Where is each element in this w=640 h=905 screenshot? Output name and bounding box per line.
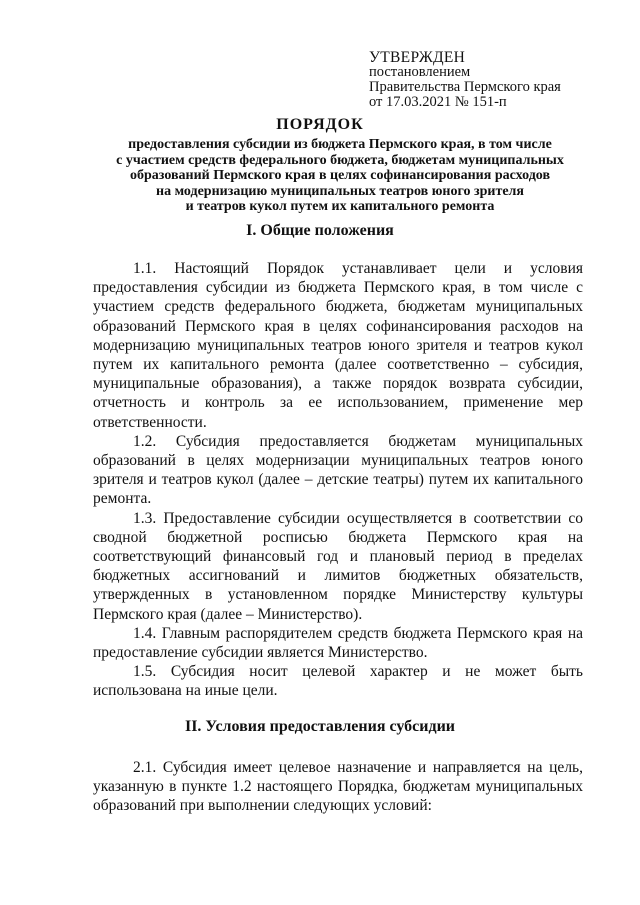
- subtitle-line-2: с участием средств федерального бюджета, бюджетам муниципальных: [116, 152, 564, 168]
- subtitle-line-1: предоставления субсидии из бюджета Пермского края, в том числе: [128, 137, 552, 152]
- approval-line-1: постановлением: [369, 64, 471, 80]
- paragraph-2-1: 2.1. Субсидия имеет целевое назначение и направляется на цель, указанную в пункте 1.2 настоящего Порядка, бюджетам муниципальных образований при выполнении следующих условий:: [93, 759, 583, 815]
- paragraph-1-2: 1.2. Субсидия предоставляется бюджетам муниципальных образований в целях модернизации муниципальных театров юного зрителя и театров кукол (далее – детские театры) путем их капитального ремонта.: [93, 432, 583, 508]
- subtitle-line-3: образований Пермского края в целях софинансирования расходов: [129, 168, 550, 183]
- section-2-heading: II. Условия предоставления субсидии: [184, 718, 456, 735]
- section-1-heading: I. Общие положения: [246, 222, 394, 239]
- document-title: ПОРЯДОК: [276, 116, 364, 133]
- subtitle-line-5: и театров кукол путем их капитального ремонта: [185, 199, 495, 214]
- paragraph-1-3: 1.3. Предоставление субсидии осуществляется в соответствии со сводной бюджетной росписью бюджета Пермского края на соответствующий финансовый год и плановый период в пределах бюджетных ассигнований и лимитов бюджетных обязательств, утвержденных в установленном порядке Министерству культуры Пермского края (далее – Министерство).: [93, 509, 583, 623]
- approval-title: УТВЕРЖДЕН: [369, 49, 466, 66]
- document-subtitle: [80, 137, 600, 215]
- section-2-body: [93, 758, 583, 816]
- paragraph-1-1: 1.1. Настоящий Порядок устанавливает цели и условия предоставления субсидии из бюджета Пермского края, в том числе с участием средств федерального бюджета, бюджетам муниципальных образований Пермского края в целях софинансирования расходов на модернизацию муниципальных театров юного зрителя и театров кукол путем их капитального ремонта (далее соответственно – субсидия, муниципальные образования), а также порядок возврата субсидии, отчетность и контроль за ее использованием, применение мер ответственности.: [93, 260, 583, 431]
- approval-line-3: от 17.03.2021 № 151-п: [369, 94, 507, 110]
- paragraph-1-4: 1.4. Главным распорядителем средств бюджета Пермского края на предоставление субсидии является Министерство.: [93, 624, 583, 662]
- subtitle-line-4: на модернизацию муниципальных театров юного зрителя: [156, 183, 524, 199]
- approval-line-2: Правительства Пермского края: [369, 79, 561, 95]
- approval-stamp: [369, 50, 561, 110]
- paragraph-1-5: 1.5. Субсидия носит целевой характер и не может быть использована на иные цели.: [93, 663, 583, 700]
- section-1-body: [93, 259, 583, 701]
